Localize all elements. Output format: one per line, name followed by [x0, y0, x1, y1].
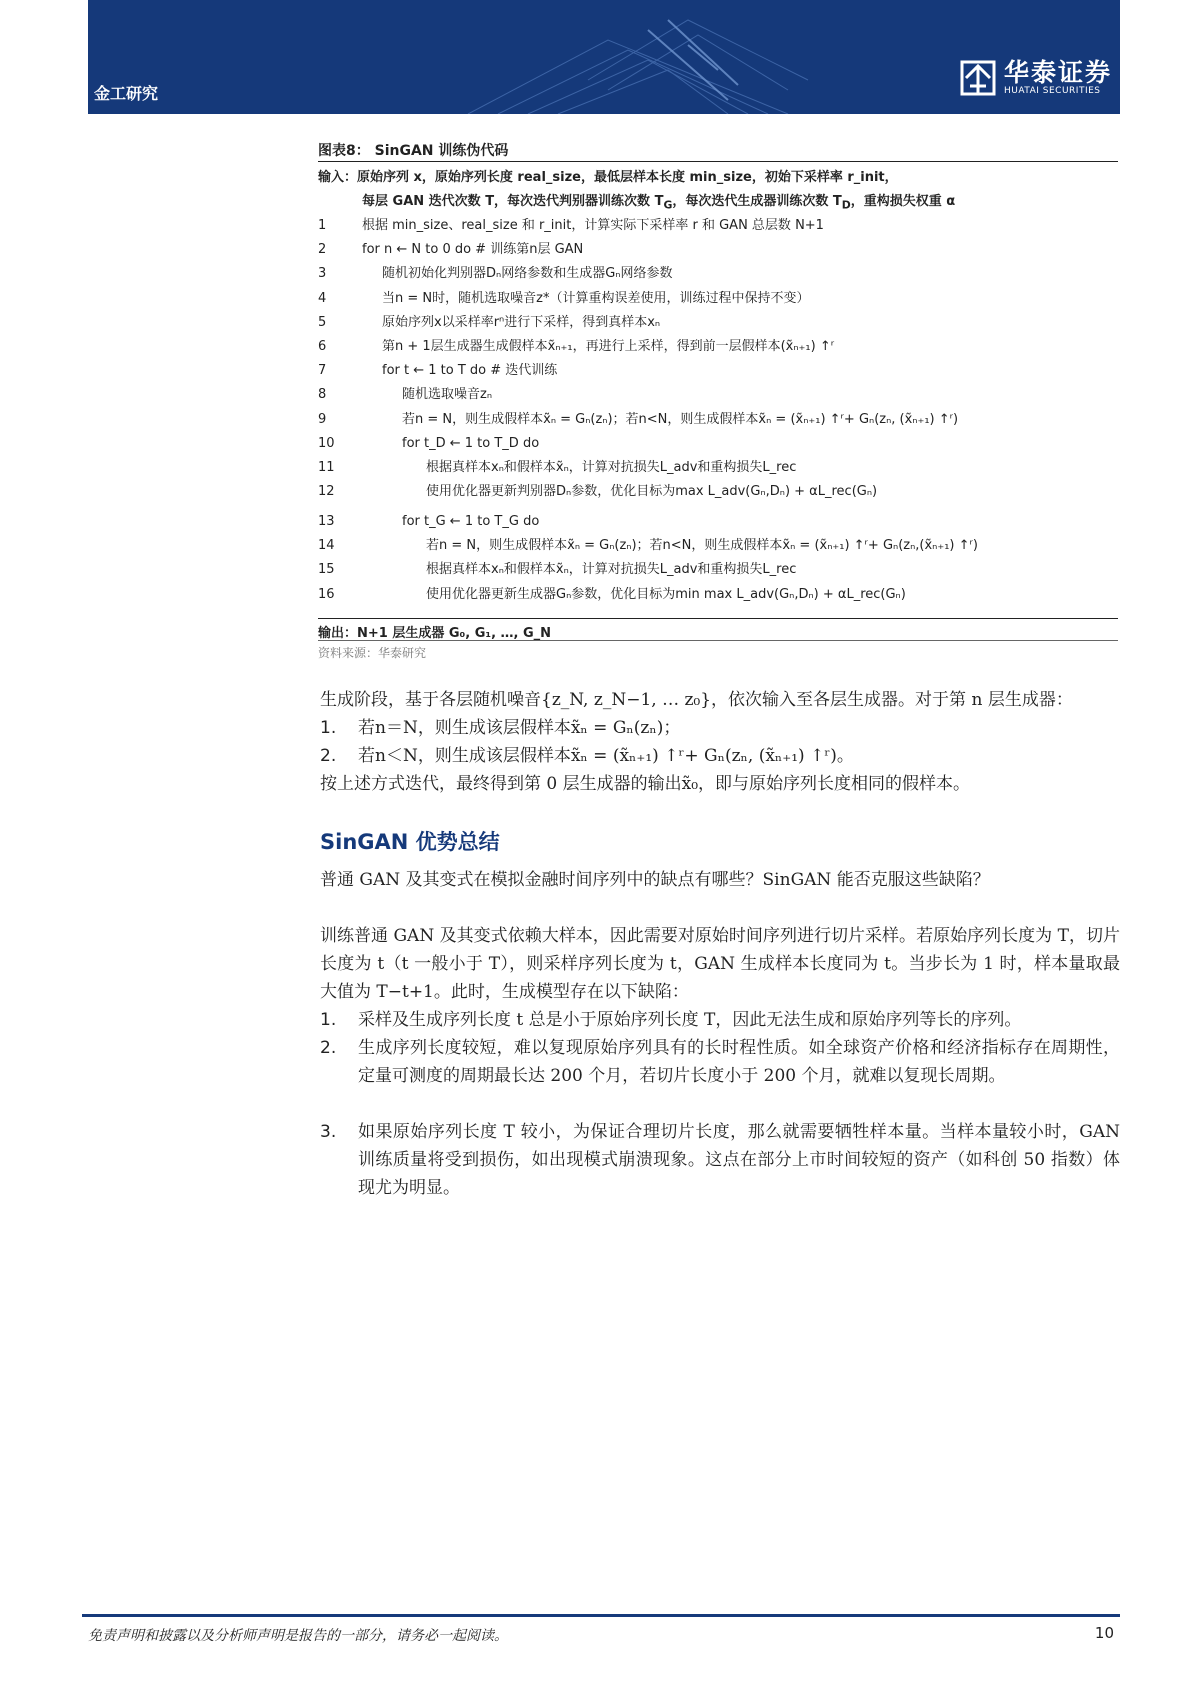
- generation-item: 2. 若n＜N，则生成该层假样本x̃ₙ = (x̃ₙ₊₁) ↑ʳ+ Gₙ(zₙ, (x̃ₙ₊₁) ↑ʳ)。: [320, 746, 854, 766]
- logo-mark-icon: [958, 58, 998, 98]
- code-line: 15 根据真样本xₙ和假样本x̃ₙ，计算对抗损失L_adv和重构损失L_rec: [318, 562, 797, 578]
- figure-title: 图表8： SinGAN 训练伪代码: [318, 143, 509, 159]
- generation-item: 1. 若n＝N，则生成该层假样本x̃ₙ = Gₙ(zₙ)；: [320, 718, 681, 738]
- logo-chinese: 华泰证券: [1003, 58, 1112, 87]
- page-number: 10: [1094, 1624, 1114, 1642]
- generation-outro: 按上述方式迭代，最终得到第 0 层生成器的输出x̃₀，即与原始序列长度相同的假样本。: [320, 774, 971, 794]
- code-line: 8 随机选取噪音zₙ: [318, 387, 493, 403]
- figure-source: 资料来源：华泰研究: [318, 646, 427, 660]
- code-line: 7 for t ← 1 to T do # 迭代训练: [318, 363, 558, 379]
- input-line-1: 输入：原始序列 x，原始序列长度 real_size，最低层样本长度 min_size，初始下采样率 r_init，: [318, 170, 898, 185]
- pseudocode-block: [318, 166, 1118, 607]
- code-line: 13 for t_G ← 1 to T_G do: [318, 514, 540, 530]
- footer-rule: [82, 1614, 1120, 1617]
- section-heading: SinGAN 优势总结: [320, 830, 500, 854]
- code-line: 6 第n + 1层生成器生成假样本x̃ₙ₊₁，再进行上采样，得到前一层假样本(x̃ₙ₊₁) ↑ʳ: [318, 338, 835, 354]
- code-line: 2 for n ← N to 0 do # 训练第n层 GAN: [318, 242, 584, 258]
- code-line: 5 原始序列x以采样率rⁿ进行下采样，得到真样本xₙ: [318, 314, 661, 330]
- code-line: 1 根据 min_size、real_size 和 r_init，计算实际下采样率 r 和 GAN 总层数 N+1: [318, 218, 824, 233]
- footer-disclaimer: 免责声明和披露以及分析师声明是报告的一部分，请务必一起阅读。: [88, 1628, 508, 1644]
- figure-bottom-rule: [318, 618, 1118, 619]
- code-line: 11 根据真样本xₙ和假样本x̃ₙ，计算对抗损失L_adv和重构损失L_rec: [318, 459, 797, 475]
- input-line-2: 每层 GAN 迭代次数 T，每次迭代判别器训练次数 $T_G$，每次迭代生成器训练次数 $T_D$，重构损失权重 α: [362, 194, 956, 212]
- figure-top-rule: [318, 161, 1118, 162]
- department-label: 金工研究: [94, 84, 159, 103]
- code-line: 16 使用优化器更新生成器Gₙ参数，优化目标为min max L_adv(Gₙ,Dₙ) + αL_rec(Gₙ): [318, 586, 906, 602]
- header-banner: [88, 0, 1120, 114]
- algorithm-output: 输出：N+1 层生成器 G₀, G₁, …, G_N: [318, 626, 552, 641]
- logo-english: HUATAI SECURITIES: [1003, 86, 1101, 96]
- code-line: 9 若n = N，则生成假样本x̃ₙ = Gₙ(zₙ)；若n<N，则生成假样本x̃ₙ = (x̃ₙ₊₁) ↑ʳ+ Gₙ(zₙ, (x̃ₙ₊₁) ↑ʳ): [318, 411, 959, 427]
- code-line: 12 使用优化器更新判别器Dₙ参数，优化目标为max L_adv(Gₙ,Dₙ) + αL_rec(Gₙ): [318, 484, 878, 500]
- defect-item: 2. 生成序列长度较短，难以复现原始序列具有的长时程性质。如全球资产价格和经济指标存在周期性，定量可测度的周期最长达 200 个月，若切片长度小于 200 个月，就难以复现长周期。: [320, 1038, 1120, 1086]
- section-question: 普通 GAN 及其变式在模拟金融时间序列中的缺点有哪些？SinGAN 能否克服这些缺陷？: [320, 870, 990, 890]
- defect-item: 1. 采样及生成序列长度 t 总是小于原始序列长度 T，因此无法生成和原始序列等长的序列。: [320, 1010, 1022, 1030]
- huatai-logo: [958, 58, 1112, 98]
- code-line: 10 for t_D ← 1 to T_D do: [318, 435, 540, 451]
- code-line: 4 当n = N时，随机选取噪音z*（计算重构误差使用，训练过程中保持不变）: [318, 290, 810, 306]
- code-line: 14 若n = N，则生成假样本x̃ₙ = Gₙ(zₙ)；若n<N，则生成假样本x̃ₙ = (x̃ₙ₊₁) ↑ʳ+ Gₙ(zₙ,(x̃ₙ₊₁) ↑ʳ): [318, 538, 978, 554]
- code-line: 3 随机初始化判别器Dₙ网络参数和生成器Gₙ网络参数: [318, 266, 673, 282]
- figure-end-rule: [318, 640, 1118, 641]
- body-paragraph: 训练普通 GAN 及其变式依赖大样本，因此需要对原始时间序列进行切片采样。若原始序列长度为 T，切片长度为 t（t 一般小于 T），则采样序列长度为 t，GAN 生成样本长度同为 t。当步长为 1 时，样本量取最大值为 T−t+1。此时，生成模型存在以下缺陷：: [320, 926, 1120, 1002]
- generation-intro: 生成阶段，基于各层随机噪音{z_N, z_N−1, … z₀}，依次输入至各层生成器。对于第 n 层生成器：: [320, 690, 1073, 710]
- defect-item: 3. 如果原始序列长度 T 较小，为保证合理切片长度，那么就需要牺牲样本量。当样本量较小时，GAN 训练质量将受到损伤，如出现模式崩溃现象。这点在部分上市时间较短的资产（如科创 50 指数）体现尤为明显。: [320, 1122, 1120, 1198]
